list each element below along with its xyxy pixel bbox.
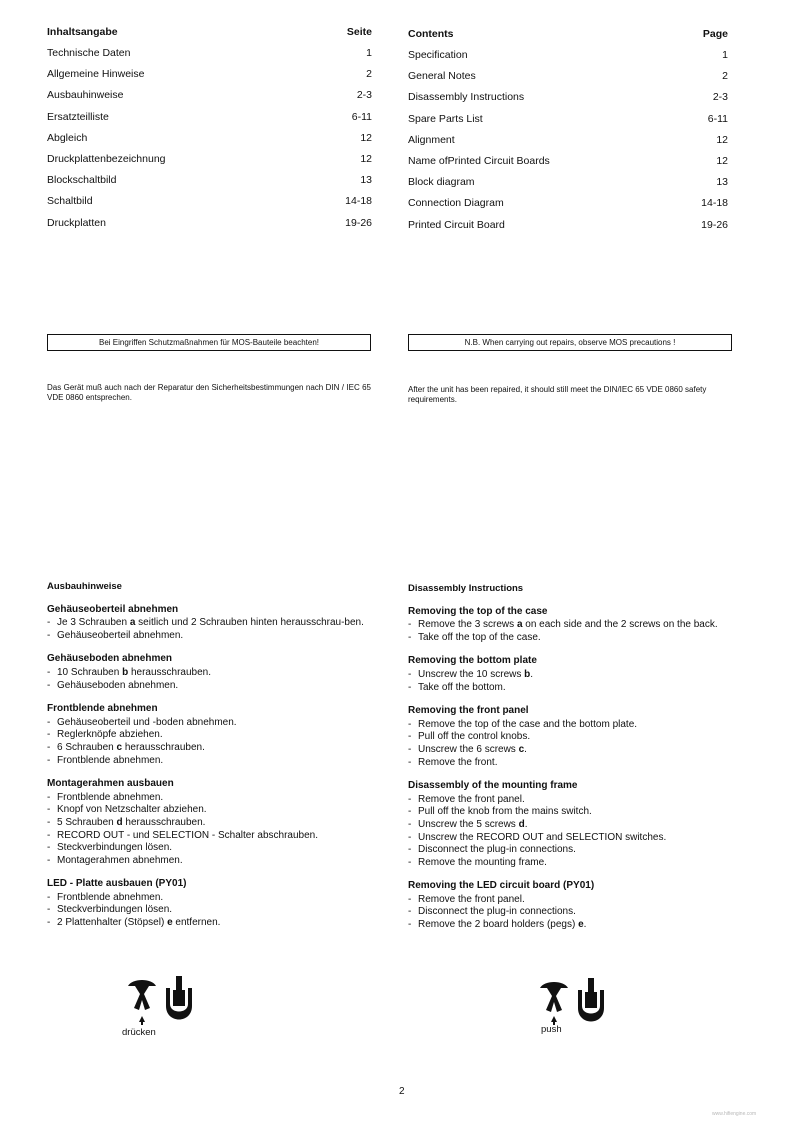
step-text: Montagerahmen abnehmen. xyxy=(57,854,183,866)
step-bullet: - xyxy=(47,829,51,841)
toc-entry-page: 6-11 xyxy=(707,112,728,125)
toc-entry-label: Blockschaltbild xyxy=(47,174,117,187)
toc-german-header xyxy=(47,26,372,47)
toc-entry-label: Printed Circuit Board xyxy=(408,218,505,231)
instructions-german xyxy=(47,581,377,941)
instruction-step xyxy=(47,729,377,742)
toc-entry-label: Ersatzteilliste xyxy=(47,110,109,123)
toc-entry-label: General Notes xyxy=(408,70,476,83)
instruction-section xyxy=(47,604,377,643)
toc-entry-page: 2 xyxy=(722,70,728,83)
toc-english-rows xyxy=(408,49,728,240)
step-part-key: b xyxy=(524,668,531,680)
step-text: Frontblende abnehmen. xyxy=(57,891,164,903)
step-text: Remove the top of the case and the bottom plate. xyxy=(418,718,638,730)
instructions-english-sections xyxy=(408,606,748,932)
instruction-step xyxy=(408,857,748,870)
toc-row xyxy=(47,132,372,153)
step-bullet: - xyxy=(47,666,51,678)
toc-german-heading: Inhaltsangabe xyxy=(47,26,118,38)
instruction-step xyxy=(408,669,748,682)
toc-entry-page: 12 xyxy=(360,131,372,144)
toc-english xyxy=(408,28,728,240)
toc-row xyxy=(408,91,728,112)
figure-caption-german: drücken xyxy=(122,1027,156,1038)
toc-entry-label: Schaltbild xyxy=(47,195,93,208)
instruction-step xyxy=(408,919,748,932)
section-title: Frontblende abnehmen xyxy=(47,703,158,715)
toc-row xyxy=(47,153,372,174)
step-text: Unscrew the 5 screws xyxy=(418,818,519,830)
step-text: 2 Plattenhalter (Stöpsel) xyxy=(57,917,168,929)
toc-row xyxy=(408,70,728,91)
instruction-step xyxy=(47,917,377,930)
step-bullet: - xyxy=(408,906,412,918)
step-text: Pull off the knob from the mains switch. xyxy=(418,806,592,818)
step-bullet: - xyxy=(47,854,51,866)
instruction-step xyxy=(47,892,377,905)
step-part-key: d xyxy=(116,816,123,828)
step-part-key: e xyxy=(167,917,173,929)
mos-notice-german: Bei Eingriffen Schutzmaßnahmen für MOS-Bauteile beachten! xyxy=(47,334,371,351)
instructions-english-title: Disassembly Instructions xyxy=(408,583,524,594)
step-bullet: - xyxy=(408,919,412,931)
peg-inserted-icon xyxy=(578,978,604,1022)
step-bullet: - xyxy=(408,756,412,768)
instruction-section xyxy=(47,653,377,692)
instruction-section xyxy=(408,705,748,769)
toc-entry-page: 13 xyxy=(360,174,372,187)
step-bullet: - xyxy=(408,668,412,680)
toc-german xyxy=(47,26,372,238)
instructions-german-sections xyxy=(47,604,377,930)
peg-push-icon xyxy=(540,982,568,1025)
step-bullet: - xyxy=(47,679,51,691)
instruction-step xyxy=(408,757,748,770)
instruction-step xyxy=(47,792,377,805)
toc-english-header xyxy=(408,28,728,49)
toc-german-page-heading: Seite xyxy=(346,26,372,38)
toc-entry-label: Spare Parts List xyxy=(408,112,483,125)
step-text: Frontblende abnehmen. xyxy=(57,791,164,803)
toc-entry-page: 2-3 xyxy=(712,91,728,104)
toc-entry-label: Abgleich xyxy=(47,131,88,144)
step-part-key: b xyxy=(122,666,129,678)
step-text: RECORD OUT - und SELECTION - Schalter abschrauben. xyxy=(57,829,319,841)
step-text: 5 Schrauben xyxy=(57,816,117,828)
instruction-step xyxy=(47,904,377,917)
toc-row xyxy=(408,49,728,70)
toc-row xyxy=(408,155,728,176)
toc-entry-page: 12 xyxy=(716,133,728,146)
step-bullet: - xyxy=(47,629,51,641)
step-bullet: - xyxy=(47,791,51,803)
toc-row xyxy=(47,111,372,132)
instruction-section xyxy=(47,878,377,929)
instruction-step xyxy=(408,619,748,632)
step-text: Unscrew the RECORD OUT and SELECTION switches. xyxy=(418,831,667,843)
toc-entry-page: 1 xyxy=(722,49,728,61)
step-bullet: - xyxy=(408,818,412,830)
toc-entry-label: Druckplatten xyxy=(47,216,106,229)
step-bullet: - xyxy=(408,831,412,843)
instruction-step xyxy=(408,731,748,744)
step-bullet: - xyxy=(47,842,51,854)
step-bullet: - xyxy=(408,681,412,693)
toc-row xyxy=(47,89,372,110)
step-part-key: a xyxy=(516,619,523,631)
step-text: Remove the front panel. xyxy=(418,893,525,905)
step-text: Take off the top of the case. xyxy=(418,631,541,643)
step-bullet: - xyxy=(408,806,412,818)
step-part-key: c xyxy=(518,743,525,755)
toc-row xyxy=(408,197,728,218)
toc-row xyxy=(408,113,728,134)
instruction-step xyxy=(47,742,377,755)
step-text-end: herausschrauben. xyxy=(128,666,212,678)
section-title: Removing the front panel xyxy=(408,705,529,717)
toc-entry-label: Ausbauhinweise xyxy=(47,89,124,102)
step-bullet: - xyxy=(47,754,51,766)
step-text: Remove the front panel. xyxy=(418,793,525,805)
step-part-key: a xyxy=(129,617,136,629)
toc-entry-page: 2 xyxy=(366,68,372,81)
step-bullet: - xyxy=(408,619,412,631)
toc-english-heading: Contents xyxy=(408,28,454,40)
instruction-step xyxy=(47,667,377,680)
section-title: Gehäuseoberteil abnehmen xyxy=(47,603,179,615)
toc-entry-label: Druckplattenbezeichnung xyxy=(47,152,166,165)
instruction-step xyxy=(408,894,748,907)
step-text: 6 Schrauben xyxy=(57,741,117,753)
toc-row xyxy=(47,174,372,195)
step-bullet: - xyxy=(408,844,412,856)
step-text-end: entfernen. xyxy=(172,917,221,929)
step-bullet: - xyxy=(408,631,412,643)
step-text-end: herausschrauben. xyxy=(122,741,205,753)
step-text: Gehäuseboden abnehmen. xyxy=(57,679,179,691)
instruction-step xyxy=(408,819,748,832)
step-bullet: - xyxy=(408,856,412,868)
step-text-end: . xyxy=(530,668,534,680)
toc-row xyxy=(47,195,372,216)
instruction-step xyxy=(47,680,377,693)
instruction-step xyxy=(47,830,377,843)
instruction-step xyxy=(408,682,748,695)
toc-entry-page: 12 xyxy=(360,152,372,165)
section-title: Removing the LED circuit board (PY01) xyxy=(408,880,595,892)
instruction-step xyxy=(47,817,377,830)
section-title: Gehäuseboden abnehmen xyxy=(47,653,173,665)
step-bullet: - xyxy=(408,793,412,805)
toc-entry-page: 6-11 xyxy=(351,110,372,123)
step-text: Je 3 Schrauben xyxy=(57,617,130,629)
toc-row xyxy=(408,176,728,197)
step-bullet: - xyxy=(47,891,51,903)
step-text: Remove the mounting frame. xyxy=(418,856,547,868)
instruction-section xyxy=(408,880,748,931)
step-text: Disconnect the plug-in connections. xyxy=(418,906,576,918)
safety-note-german: Das Gerät muß auch nach der Reparatur den Sicherheitsbestimmungen nach DIN / IEC 65 VDE 0860 entsprechen. xyxy=(47,383,371,402)
toc-row xyxy=(47,68,372,89)
step-bullet: - xyxy=(47,716,51,728)
toc-entry-page: 14-18 xyxy=(701,197,728,210)
instruction-step xyxy=(47,804,377,817)
toc-entry-page: 12 xyxy=(716,154,728,167)
step-text-end: seitlich und 2 Schrauben hinten herausschrau-ben. xyxy=(135,617,364,629)
instruction-section xyxy=(408,780,748,869)
step-text-end: . xyxy=(583,919,587,931)
safety-note-english: After the unit has been repaired, it should still meet the DIN/IEC 65 VDE 0860 safety requirements. xyxy=(408,385,707,404)
step-part-key: c xyxy=(116,741,123,753)
step-text: Gehäuseoberteil und -boden abnehmen. xyxy=(57,716,237,728)
toc-row xyxy=(408,219,728,240)
toc-row xyxy=(47,47,372,68)
toc-entry-label: Block diagram xyxy=(408,176,475,189)
instructions-english xyxy=(408,583,748,943)
step-bullet: - xyxy=(47,816,51,828)
figure-caption-english: push xyxy=(541,1024,562,1035)
step-text-end: on each side and the 2 screws on the back. xyxy=(522,619,718,631)
step-text-end: . xyxy=(524,743,527,755)
instruction-step xyxy=(47,617,377,630)
step-part-key: e xyxy=(578,919,584,931)
step-text: Unscrew the 10 screws xyxy=(418,668,525,680)
toc-entry-page: 14-18 xyxy=(345,195,372,208)
instructions-german-title: Ausbauhinweise xyxy=(47,581,122,592)
step-bullet: - xyxy=(47,617,51,629)
peg-push-icon xyxy=(128,980,156,1025)
instruction-section xyxy=(408,606,748,645)
step-text-end: . xyxy=(524,818,528,830)
step-text: Gehäuseoberteil abnehmen. xyxy=(57,629,184,641)
toc-entry-page: 1 xyxy=(366,47,372,59)
instruction-step xyxy=(408,844,748,857)
step-text: Remove the 2 board holders (pegs) xyxy=(418,919,579,931)
instruction-step xyxy=(47,755,377,768)
step-text: Remove the front. xyxy=(418,756,498,768)
step-bullet: - xyxy=(47,729,51,741)
board-holder-push-figure-german xyxy=(124,974,194,1026)
section-title: Removing the top of the case xyxy=(408,605,548,617)
toc-entry-label: Technische Daten xyxy=(47,47,131,59)
toc-entry-page: 19-26 xyxy=(701,218,728,231)
instruction-section xyxy=(408,655,748,694)
instruction-step xyxy=(408,832,748,845)
step-bullet: - xyxy=(408,718,412,730)
instruction-section xyxy=(47,703,377,767)
section-title: LED - Platte ausbauen (PY01) xyxy=(47,878,187,890)
step-text: Reglerknöpfe abziehen. xyxy=(57,729,163,741)
section-title: Montagerahmen ausbauen xyxy=(47,778,174,790)
toc-entry-page: 19-26 xyxy=(345,216,372,229)
instruction-step xyxy=(47,855,377,868)
toc-entry-label: Allgemeine Hinweise xyxy=(47,68,145,81)
toc-entry-label: Connection Diagram xyxy=(408,197,504,210)
step-bullet: - xyxy=(47,917,51,929)
step-text: 10 Schrauben xyxy=(57,666,123,678)
step-bullet: - xyxy=(47,741,51,753)
instruction-step xyxy=(408,719,748,732)
step-bullet: - xyxy=(408,893,412,905)
mos-notice-english: N.B. When carrying out repairs, observe MOS precautions ! xyxy=(408,334,732,351)
toc-row xyxy=(408,134,728,155)
step-text: Disconnect the plug-in connections. xyxy=(418,844,576,856)
instruction-step xyxy=(408,806,748,819)
instruction-step xyxy=(408,794,748,807)
toc-german-rows xyxy=(47,47,372,238)
step-bullet: - xyxy=(408,743,412,755)
board-holder-push-figure-english xyxy=(536,976,606,1028)
step-text: Remove the 3 screws xyxy=(418,619,517,631)
step-text: Unscrew the 6 screws xyxy=(418,743,519,755)
step-text: Steckverbindungen lösen. xyxy=(57,904,173,916)
toc-entry-label: Specification xyxy=(408,49,468,61)
instruction-step xyxy=(47,630,377,643)
step-bullet: - xyxy=(47,804,51,816)
instruction-step xyxy=(47,717,377,730)
peg-inserted-icon xyxy=(166,976,192,1020)
step-text: Steckverbindungen lösen. xyxy=(57,842,173,854)
step-text-end: herausschrauben. xyxy=(122,816,206,828)
source-credit: www.hifiengine.com xyxy=(712,1111,757,1117)
instruction-step xyxy=(408,632,748,645)
step-bullet: - xyxy=(408,731,412,743)
step-bullet: - xyxy=(47,904,51,916)
instruction-step xyxy=(47,842,377,855)
section-title: Removing the bottom plate xyxy=(408,655,537,667)
instruction-section xyxy=(47,778,377,867)
step-text: Pull off the control knobs. xyxy=(418,731,531,743)
toc-entry-page: 13 xyxy=(716,176,728,189)
step-text: Frontblende abnehmen. xyxy=(57,754,164,766)
step-text: Knopf von Netzschalter abziehen. xyxy=(57,804,207,816)
toc-entry-label: Name ofPrinted Circuit Boards xyxy=(408,154,550,167)
instruction-step xyxy=(408,744,748,757)
toc-entry-page: 2-3 xyxy=(356,89,372,102)
toc-entry-label: Alignment xyxy=(408,133,455,146)
step-text: Take off the bottom. xyxy=(418,681,506,693)
section-title: Disassembly of the mounting frame xyxy=(408,780,578,792)
toc-row xyxy=(47,217,372,238)
toc-entry-label: Disassembly Instructions xyxy=(408,91,525,104)
page-number: 2 xyxy=(399,1086,405,1097)
instruction-step xyxy=(408,906,748,919)
toc-english-page-heading: Page xyxy=(702,28,728,40)
step-part-key: d xyxy=(518,818,525,830)
